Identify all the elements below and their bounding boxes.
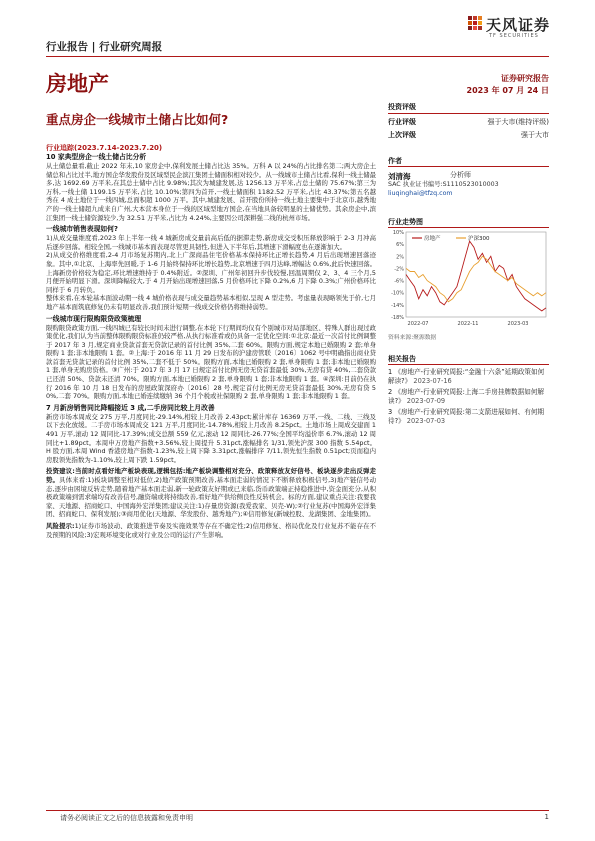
footer-disclaimer: 请务必阅读正文之后的信息披露和免责申明 — [60, 814, 193, 822]
report-date: 2023 年 07 月 24 日 — [466, 86, 549, 95]
advice-text: 具体来看:1)板块调整至相对低位,2)地产政策预期改善,基本面走弱的情况下不断释放积极信号,3)地产链信号动态,逐步由困境反转走势,随着地产基本面走弱,新一轮政策友好期或已来临,货币政策端正持稳推进中,资金面充分,从积极政策端到需求端均有改善信号,融资端或将持续改善,看好地产供给侧良性反转机会。标的方面,建议重点关注:我要我家、天地源、招商蛇口、中国海外宏洋集团;建议关注:1)存量房资源(我爱我家、贝壳-W);②行业复苏(中国海外宏洋集团、招商蛇口、保利发展);③商用优化(天地源、华发股份、越秀地产);④信用修复(新城控股、龙湖集团、金地集团)。 — [46, 476, 376, 519]
section4-heading: 7 月新房销售同比降幅接近 3 成,二手房同比较上月改善 — [46, 403, 215, 412]
rating-heading: 投资评级 — [388, 103, 416, 111]
section4-paragraph: 新房市场本周成交 275 万平,月度同比-29.14%,相较上月改善 2.43pct;累计库存 16369 万平,一线、二线、三线及以下去化放缓。二手房市场本周成交 121 万平,月度同比-14.78%,相较上月改善 8.25pct。土地市场上周成交建面 1491 万平,滚动 12 周同比-17.39%;成交总额 559 亿元,滚动 12 周同比-26.77%;全国平均溢价率 6.7%,滚动 12 周同比+1.89pct。本周申万房地产指数+3.56%,较上周提升 5.31pct,涨幅排名 1/31,领先沪深 300 指数 5.54pct。H 股方面,本周 Wind 香港房地产指数-1.23%,较上周下降 3.31pct,涨幅排序 7/11,领先恒生指数 0.51pct;页而稳内房股领先指数为-1.10%,较上周下跌 1.59pct。 — [46, 412, 376, 464]
x-tick-label: 2022-11 — [457, 321, 479, 327]
brand-name: 天风证券 — [486, 16, 551, 34]
trend-divider — [388, 227, 549, 228]
header-divider — [46, 56, 549, 57]
advice-label: 投资建议: — [46, 467, 75, 476]
section3-heading: 一线城市现行限购限贷政策梳理 — [46, 314, 142, 323]
chart-source: 资料来源:聚源数据 — [388, 335, 437, 341]
risk-warning — [46, 522, 376, 539]
y-tick-label: -2% — [394, 266, 404, 273]
legend-label-realestate: 房地产 — [424, 236, 441, 242]
author-name: 刘清海 — [388, 172, 411, 181]
section2-heading: 一线城市销售表现如何? — [46, 225, 118, 234]
trend-heading: 行业走势图 — [388, 218, 423, 226]
brand-sub: TF SECURITIES — [489, 33, 539, 39]
x-tick-label: 2023-03 — [507, 321, 529, 327]
main-column — [46, 143, 376, 539]
x-tick-label: 2022-07 — [407, 321, 429, 327]
sector-title: 房地产 — [46, 72, 109, 96]
y-tick-label: 6% — [396, 242, 404, 249]
author-role: 分析师 — [450, 171, 471, 179]
related-heading: 相关报告 — [388, 355, 416, 363]
author-sac: SAC 执业证书编号:S1110523010003 — [388, 181, 499, 188]
y-tick-label: -14% — [391, 302, 404, 309]
section2-paragraph-2: 2)从成交价格维度看,2-4 月市场复苏期内,北上广深商品住宅价格基本保持环比正增长趋势,4 月后出现增速回落迹象。其中,①北京、上海率先回暖,于 1-6 月始终保持环比增长趋势,北京增速于四月达峰,增幅达 0.6%,此后快速回落。上海新房价格较为稳定,环比增速维持于 0.4%附近。②深圳、广州年初回升步伐较慢,回温周期仅 2、3、4 三个月,5 月便开始明显下滑。深圳降幅较大,于 4 月开始出现增速回落,5 月价格环比下降 0.2%,6 月下降 0.3%;广州价格环比同样于 6 月转负。 — [46, 251, 376, 294]
y-tick-label: -18% — [391, 315, 404, 321]
industry-rating-value: 强于大市(维持评级) — [487, 118, 549, 126]
previous-rating-value: 强于大市 — [521, 131, 549, 139]
report-title: 重点房企一线城市土储占比如何? — [46, 112, 229, 127]
footer-divider — [46, 810, 549, 811]
y-tick-label: 10% — [392, 230, 404, 236]
section2-paragraph-3: 整体来看,在本轮基本面波动期一线 4 城价格表现与成交量趋势基本相似,呈现 A 型走势。考虑量表现略领先于价,七月地产基本面筑底修复仍未有明显改善,我们预计短期一线成交价格仍将维持弱势。 — [46, 294, 376, 311]
related-divider — [388, 364, 549, 365]
y-tick-label: 2% — [396, 254, 404, 261]
previous-rating-label: 上次评级 — [388, 131, 416, 139]
risk-text: 1)证券市场波动、政策推进节奏及实施效果等存在不确定性;2)信用修复、格局优化及行业复苏不能存在不及预期的风险;3)宏观环境变化或对行业及公司的运行产生影响。 — [46, 521, 376, 539]
author-email: liuqinghai@tfzq.com — [388, 190, 453, 197]
report-nav: 行业报告 | 行业研究周报 — [46, 41, 163, 53]
brand-logo-icon — [468, 16, 482, 30]
section1-paragraph: 从土储总量看,截止 2022 年末,10 家房企中,保利发展土储占比达 35%。万科 A 以 24%的占比排名第二;两大房企土储总和占比过半,地方国企华发股份及区域型民企滨江集团土储面积相对较少。从一线城市土储占比看,保利一线土储最多,达 1692.69 万平米,在其总土储中占比 9.98%;其次为城建发展,达 1256.13 万平米,占总土储的 75.67%;第三为万科,一线土储 1199.15 万平米,占比 10.10%;第四为首开,一线土储面积 1182.52 万平米,占比 43.37%;第五名越秀在 4 成土地位于一线四城,总面积超 1000 万平。其中,城建发展、首开股份所持一线土地主要集中于北京市,越秀地产的一线土储超九成来自广州,大本营本身位于一线的区域型地方国企,在当地具备较明显的土储优势。其余房企中,滨江集团一线土储资源较少,为 32.51 万平米,占比为 4.24%,主要因公司深耕强二线的杭州市场。 — [46, 162, 376, 222]
industry-trend-chart — [388, 230, 549, 330]
rating-divider — [388, 113, 549, 114]
related-item[interactable]: 3 《房地产-行业研究周报:第二支箭进展如何、有何期待?》 2023-07-03 — [388, 408, 544, 425]
legend-label-hs300: 沪深300 — [468, 236, 490, 242]
related-list — [388, 368, 549, 426]
chart-legend — [412, 234, 490, 242]
tracking-heading: 行业追踪(2023.7.14-2023.7.20) — [46, 144, 163, 152]
section3-paragraph: 限购限贷政策方面,一线四城已有较长时间未进行调整,在本轮下行期间均仅有个别城市对局部地区、特殊人群出现过政策优化,我们认为当前整体限购限贷标准仍较严格,从执行标准看或仍具备一定优化空间:①北京:最近一次首付比例调整于 2017 年 3 月,规定商业贷款首套无贷款记录的首付比例 35%,二套 60%。限购方面,规定本地已婚限购 2 套;单身限购 1 套;非本地限购 1 套。②上海:于 2016 年 11 月 29 日发布的沪建房管联〔2016〕1062 号中明确指出商业贷款首套无贷款记录的首付比例 35%,二套不低于 50%。限购方面,本地已婚限购 2 套,单身限购 1 套;非本地已婚限购 1 套,单身无购房资格。③广州:于 2017 年 3 月 17 日规定首付比例无房无贷首套最低 30%,无房有贷 40%,二套贷款已还清 50%、贷款未还清 70%。限购方面,本地已婚限购 2 套,单身限购 1 套;非本地限购 1 套。④深圳:目前仍在执行 2016 年 10 月 18 日发布的房屋政策深府办〔2016〕28 号,规定首付比例无房无贷首套最低 30%,无房有贷 50%,二套 70%。限购方面,本地已婚连续缴纳 36 个月个税或社保限购 2 套,单身限购 1 套;非本地限购 1 套。 — [46, 323, 376, 401]
risk-label: 风险提示: — [46, 521, 75, 530]
report-type: 证券研究报告 — [501, 74, 549, 83]
page-number: 1 — [544, 813, 549, 821]
investment-advice — [46, 467, 376, 519]
author-heading: 作者 — [388, 157, 402, 165]
y-tick-label: -10% — [391, 290, 404, 297]
section2-paragraph-1: 1)从成交量维度看,2023 年上半年一线 4 城新房成交量前高后低的据滞走势,新房成交受积压释放影响于 2-3 月冲高后逐步回落。相较全国,一线城市基本面表现尽管更具韧性,但进入下半年后,其增速下滑幅度也在逐渐加大。 — [46, 234, 376, 251]
plot-frame — [406, 232, 546, 317]
related-item[interactable]: 1 《房地产-行业研究周报:“金融十六条”延期政策如何解读?》 2023-07-16 — [388, 368, 545, 385]
series-line-realestate — [406, 241, 546, 311]
industry-rating-label: 行业评级 — [388, 118, 416, 126]
related-item[interactable]: 2 《房地产-行业研究周报:上海二手房挂牌数据如何解读?》 2023-07-09 — [388, 388, 544, 405]
section1-subheading: 10 家典型房企一线土储占比分析 — [46, 153, 147, 161]
advice-emphasis: 当前时点看好地产板块表现,逻辑包括:地产板块调整相对充分、政策释放友好信号、板块逐步走出反弹走势。 — [46, 467, 377, 484]
author-divider — [388, 166, 549, 167]
y-tick-label: -6% — [394, 278, 404, 285]
